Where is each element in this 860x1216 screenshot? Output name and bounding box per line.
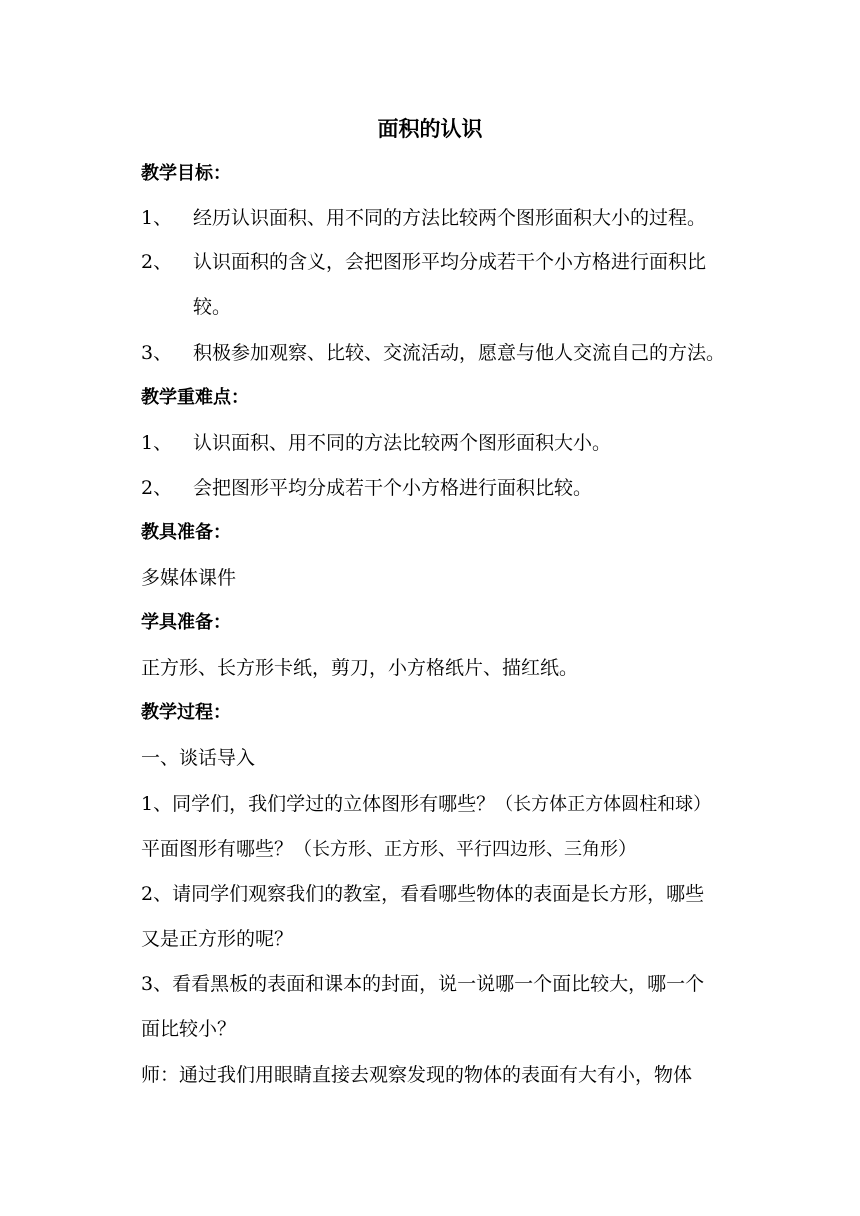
student-tools-text: 正方形、长方形卡纸，剪刀，小方格纸片、描红纸。: [141, 657, 579, 679]
goal-item-2-continuation: 较。: [193, 296, 232, 318]
question-1b-answer: 长方形、正方形、平行四边形、三角形: [312, 839, 619, 860]
question-1-text: 1、同学们，我们学过的立体图形有哪些？: [141, 793, 496, 815]
goal-text: 经历认识面积、用不同的方法比较两个图形面积大小的过程。: [193, 207, 707, 229]
teacher-line: 师：通过我们用眼睛直接去观察发现的物体的表面有大有小，物体: [141, 1064, 693, 1086]
question-2-line-2: 又是正方形的呢？: [141, 928, 294, 950]
goal-item-1: [141, 206, 706, 230]
keypoint-item-2: [141, 476, 592, 500]
teacher-tools-text: 多媒体课件: [141, 567, 237, 589]
question-1b: [141, 837, 637, 862]
goal-item-3: [141, 341, 725, 365]
goal-text: 积极参加观察、比较、交流活动，愿意与他人交流自己的方法。: [193, 342, 726, 364]
keypoint-text: 会把图形平均分成若干个小方格进行面积比较。: [193, 477, 593, 499]
keypoint-text: 认识面积、用不同的方法比较两个图形面积大小。: [193, 432, 612, 454]
goal-number: 1、: [141, 207, 173, 229]
goal-text: 认识面积的含义，会把图形平均分成若干个小方格进行面积比: [193, 251, 707, 273]
question-1b-close: ）: [618, 838, 638, 860]
page-title: 面积的认识: [377, 117, 483, 141]
question-3-line-2: 面比较小？: [141, 1018, 237, 1040]
keypoint-number: 2、: [141, 477, 173, 499]
question-1-answer: （长方体正方体圆柱和球）: [495, 794, 712, 815]
goals-heading: 教学目标：: [141, 163, 231, 184]
keypoints-heading: 教学重难点：: [141, 387, 249, 408]
keypoint-number: 1、: [141, 432, 173, 454]
goal-item-2: [141, 250, 706, 274]
question-3-line-1: 3、看看黑板的表面和课本的封面，说一说哪一个面比较大，哪一个: [141, 973, 705, 995]
keypoint-item-1: [141, 431, 611, 455]
question-1: [141, 792, 711, 817]
goal-number: 2、: [141, 251, 173, 273]
teacher-tools-heading: 教具准备：: [141, 522, 231, 543]
goal-number: 3、: [141, 342, 173, 364]
process-heading: 教学过程：: [141, 702, 231, 723]
question-1b-text: 平面图形有哪些？（: [141, 838, 313, 860]
student-tools-heading: 学具准备：: [141, 612, 231, 633]
process-part-1: 一、谈话导入: [141, 747, 256, 769]
question-2-line-1: 2、请同学们观察我们的教室，看看哪些物体的表面是长方形，哪些: [141, 883, 705, 905]
